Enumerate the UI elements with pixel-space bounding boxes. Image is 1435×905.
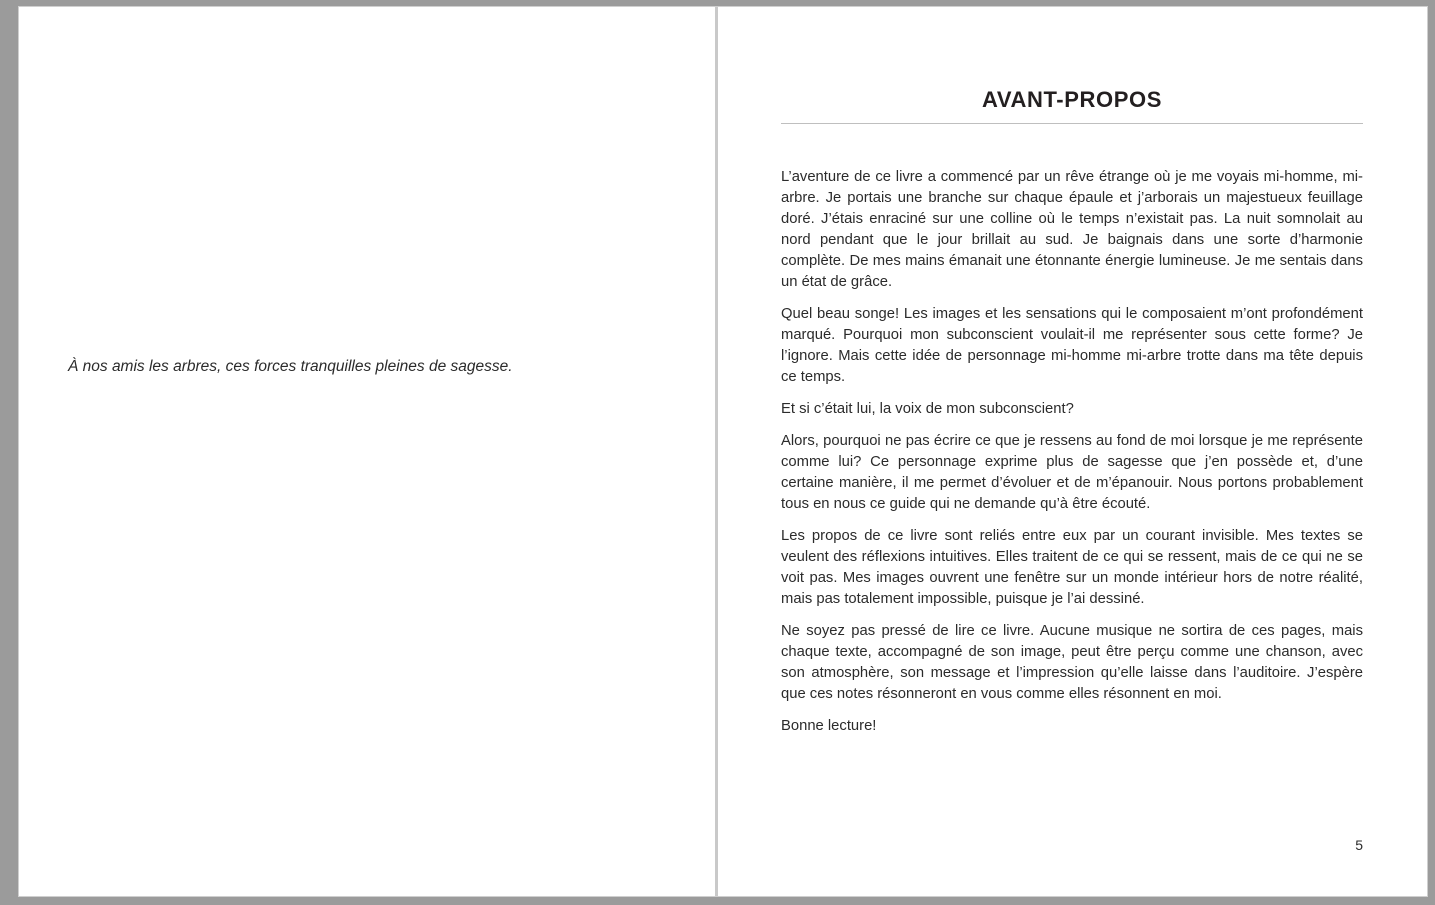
body-paragraph: Bonne lecture! [781,718,877,734]
right-page-text-column [781,86,1363,748]
body-paragraph: Alors, pourquoi ne pas écrire ce que je ressens au fond de moi lorsque je me représente comme lui? Ce personnage exprime plus de sagesse que j’en possède et, d’une certaine manière, il me permet d’évoluer et de m’épanouir. Nous portons probablement tous en nous ce guide qui ne demande qu’à être écouté. [781,433,1363,512]
body-paragraph: Les propos de ce livre sont reliés entre eux par un courant invisible. Mes textes se veulent des réflexions intuitives. Elles traitent de ce qui se ressent, mais de ce qui ne se voit pas. Mes images ouvrent une fenêtre sur un monde intérieur hors de notre réalité, mais pas totalement impossible, puisque je l’ai dessiné. [781,528,1363,607]
body-text [781,167,1363,737]
page-number: 5 [1355,837,1363,853]
body-paragraph: Et si c’était lui, la voix de mon subconscient? [781,401,1074,417]
dedication-text: À nos amis les arbres, ces forces tranquilles pleines de sagesse. [68,358,513,375]
body-paragraph: L’aventure de ce livre a commencé par un rêve étrange où je me voyais mi-homme, mi-arbre. Je portais une branche sur chaque épaule et j’arborais un majestueux feuillage doré. J’étais enraciné sur une colline où le temps n’existait pas. La nuit somnolait au nord pendant que le jour brillait au sud. Je baignais dans une sorte d’harmonie complète. De mes mains émanait une étonnante énergie lumineuse. Je me sentais dans un état de grâce. [781,169,1363,290]
heading-rule [781,123,1363,124]
body-paragraph: Quel beau songe! Les images et les sensations qui le composaient m’ont profondément marqué. Pourquoi mon subconscient voulait-il me représenter sous cette forme? Je l’ignore. Mais cette idée de personnage mi-homme mi-arbre trotte dans ma tête depuis ce temps. [781,306,1363,385]
chapter-heading: AVANT-PROPOS [982,87,1162,112]
page-left [19,7,715,896]
book-spread [19,7,1427,896]
body-paragraph: Ne soyez pas pressé de lire ce livre. Aucune musique ne sortira de ces pages, mais chaque texte, accompagné de son image, peut être perçu comme une chanson, avec son atmosphère, son message et l’impression qu’elle laisse dans l’auditoire. J’espère que ces notes résonneront en vous comme elles résonnent en moi. [781,623,1363,702]
